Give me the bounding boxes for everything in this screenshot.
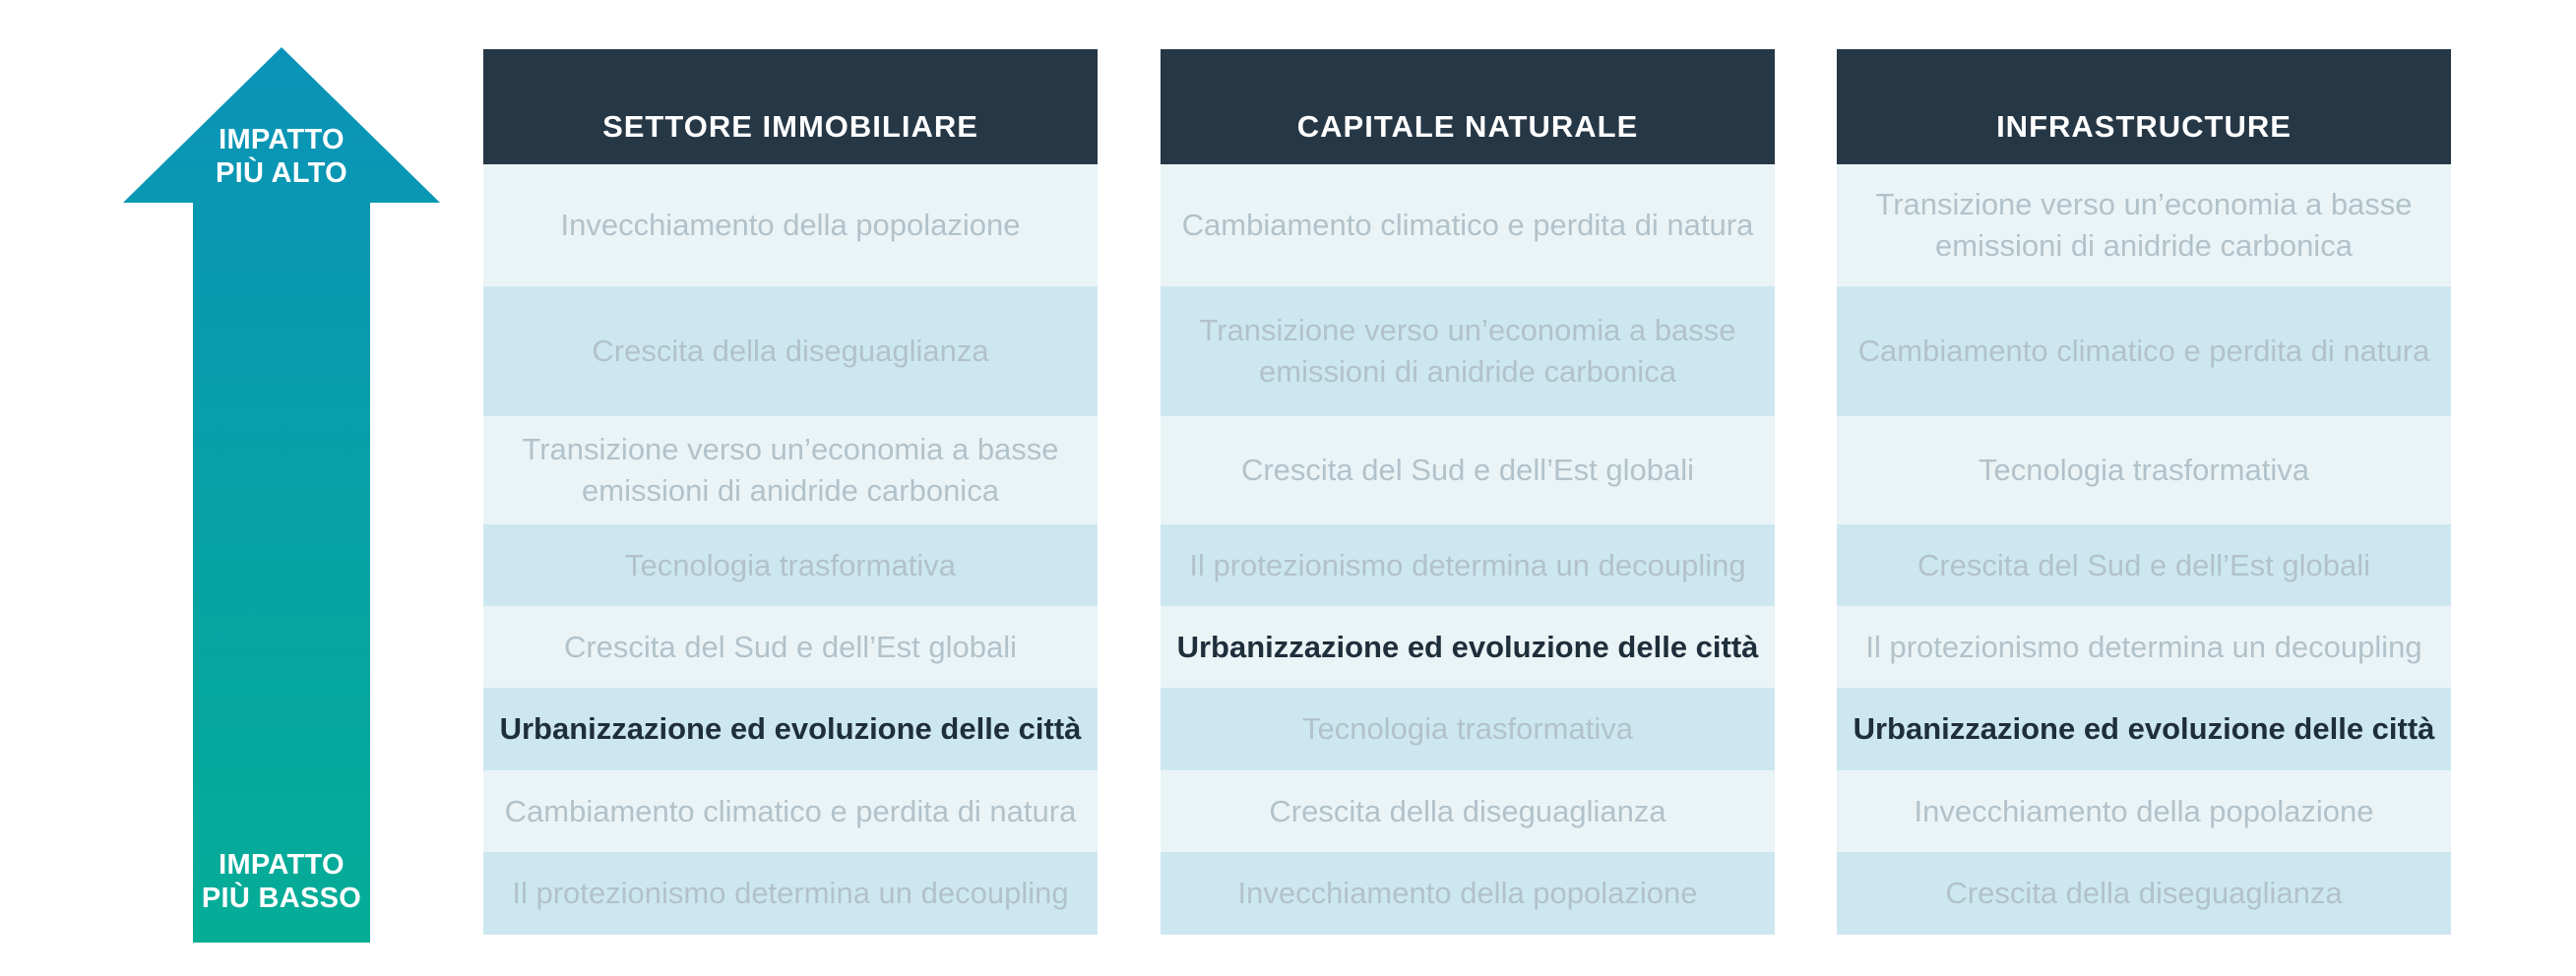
list-item: Urbanizzazione ed evoluzione delle città: [1837, 688, 2451, 770]
list-item: Urbanizzazione ed evoluzione delle città: [483, 688, 1098, 770]
list-item: Transizione verso un’economia a basse emissioni di anidride carbonica: [1161, 286, 1775, 416]
list-item: Tecnologia trasformativa: [1161, 688, 1775, 770]
column-header: CAPITALE NATURALE: [1161, 49, 1775, 164]
arrow-label-high-line2: PIÙ ALTO: [216, 157, 347, 189]
list-item: Transizione verso un’economia a basse emissioni di anidride carbonica: [1837, 164, 2451, 286]
list-item: Cambiamento climatico e perdita di natura: [1161, 164, 1775, 286]
list-item: Invecchiamento della popolazione: [483, 164, 1098, 286]
list-item: Crescita della diseguaglianza: [1161, 770, 1775, 852]
column-header: INFRASTRUCTURE: [1837, 49, 2451, 164]
column-header: SETTORE IMMOBILIARE: [483, 49, 1098, 164]
column-natural-capital: [1161, 49, 1775, 935]
list-item: Cambiamento climatico e perdita di natura: [483, 770, 1098, 852]
list-item: Il protezionismo determina un decoupling: [483, 852, 1098, 935]
list-item: Urbanizzazione ed evoluzione delle città: [1161, 606, 1775, 688]
list-item: Invecchiamento della popolazione: [1161, 852, 1775, 935]
list-item: Cambiamento climatico e perdita di natura: [1837, 286, 2451, 416]
list-item: Tecnologia trasformativa: [483, 524, 1098, 606]
column-real-estate: [483, 49, 1098, 935]
arrow-label-low: [123, 848, 440, 915]
arrow-label-low-line2: PIÙ BASSO: [201, 883, 362, 914]
column-infrastructure: [1837, 49, 2451, 935]
list-item: Il protezionismo determina un decoupling: [1161, 524, 1775, 606]
list-item: Invecchiamento della popolazione: [1837, 770, 2451, 852]
arrow-label-low-line1: IMPATTO: [219, 849, 345, 881]
list-item: Crescita della diseguaglianza: [483, 286, 1098, 416]
list-item: Crescita del Sud e dell’Est globali: [483, 606, 1098, 688]
list-item: Crescita del Sud e dell’Est globali: [1837, 524, 2451, 606]
list-item: Tecnologia trasformativa: [1837, 416, 2451, 524]
list-item: Il protezionismo determina un decoupling: [1837, 606, 2451, 688]
arrow-label-high-line1: IMPATTO: [219, 124, 345, 155]
list-item: Crescita del Sud e dell’Est globali: [1161, 416, 1775, 524]
arrow-label-high: [123, 123, 440, 190]
list-item: Crescita della diseguaglianza: [1837, 852, 2451, 935]
list-item: Transizione verso un’economia a basse emissioni di anidride carbonica: [483, 416, 1098, 524]
